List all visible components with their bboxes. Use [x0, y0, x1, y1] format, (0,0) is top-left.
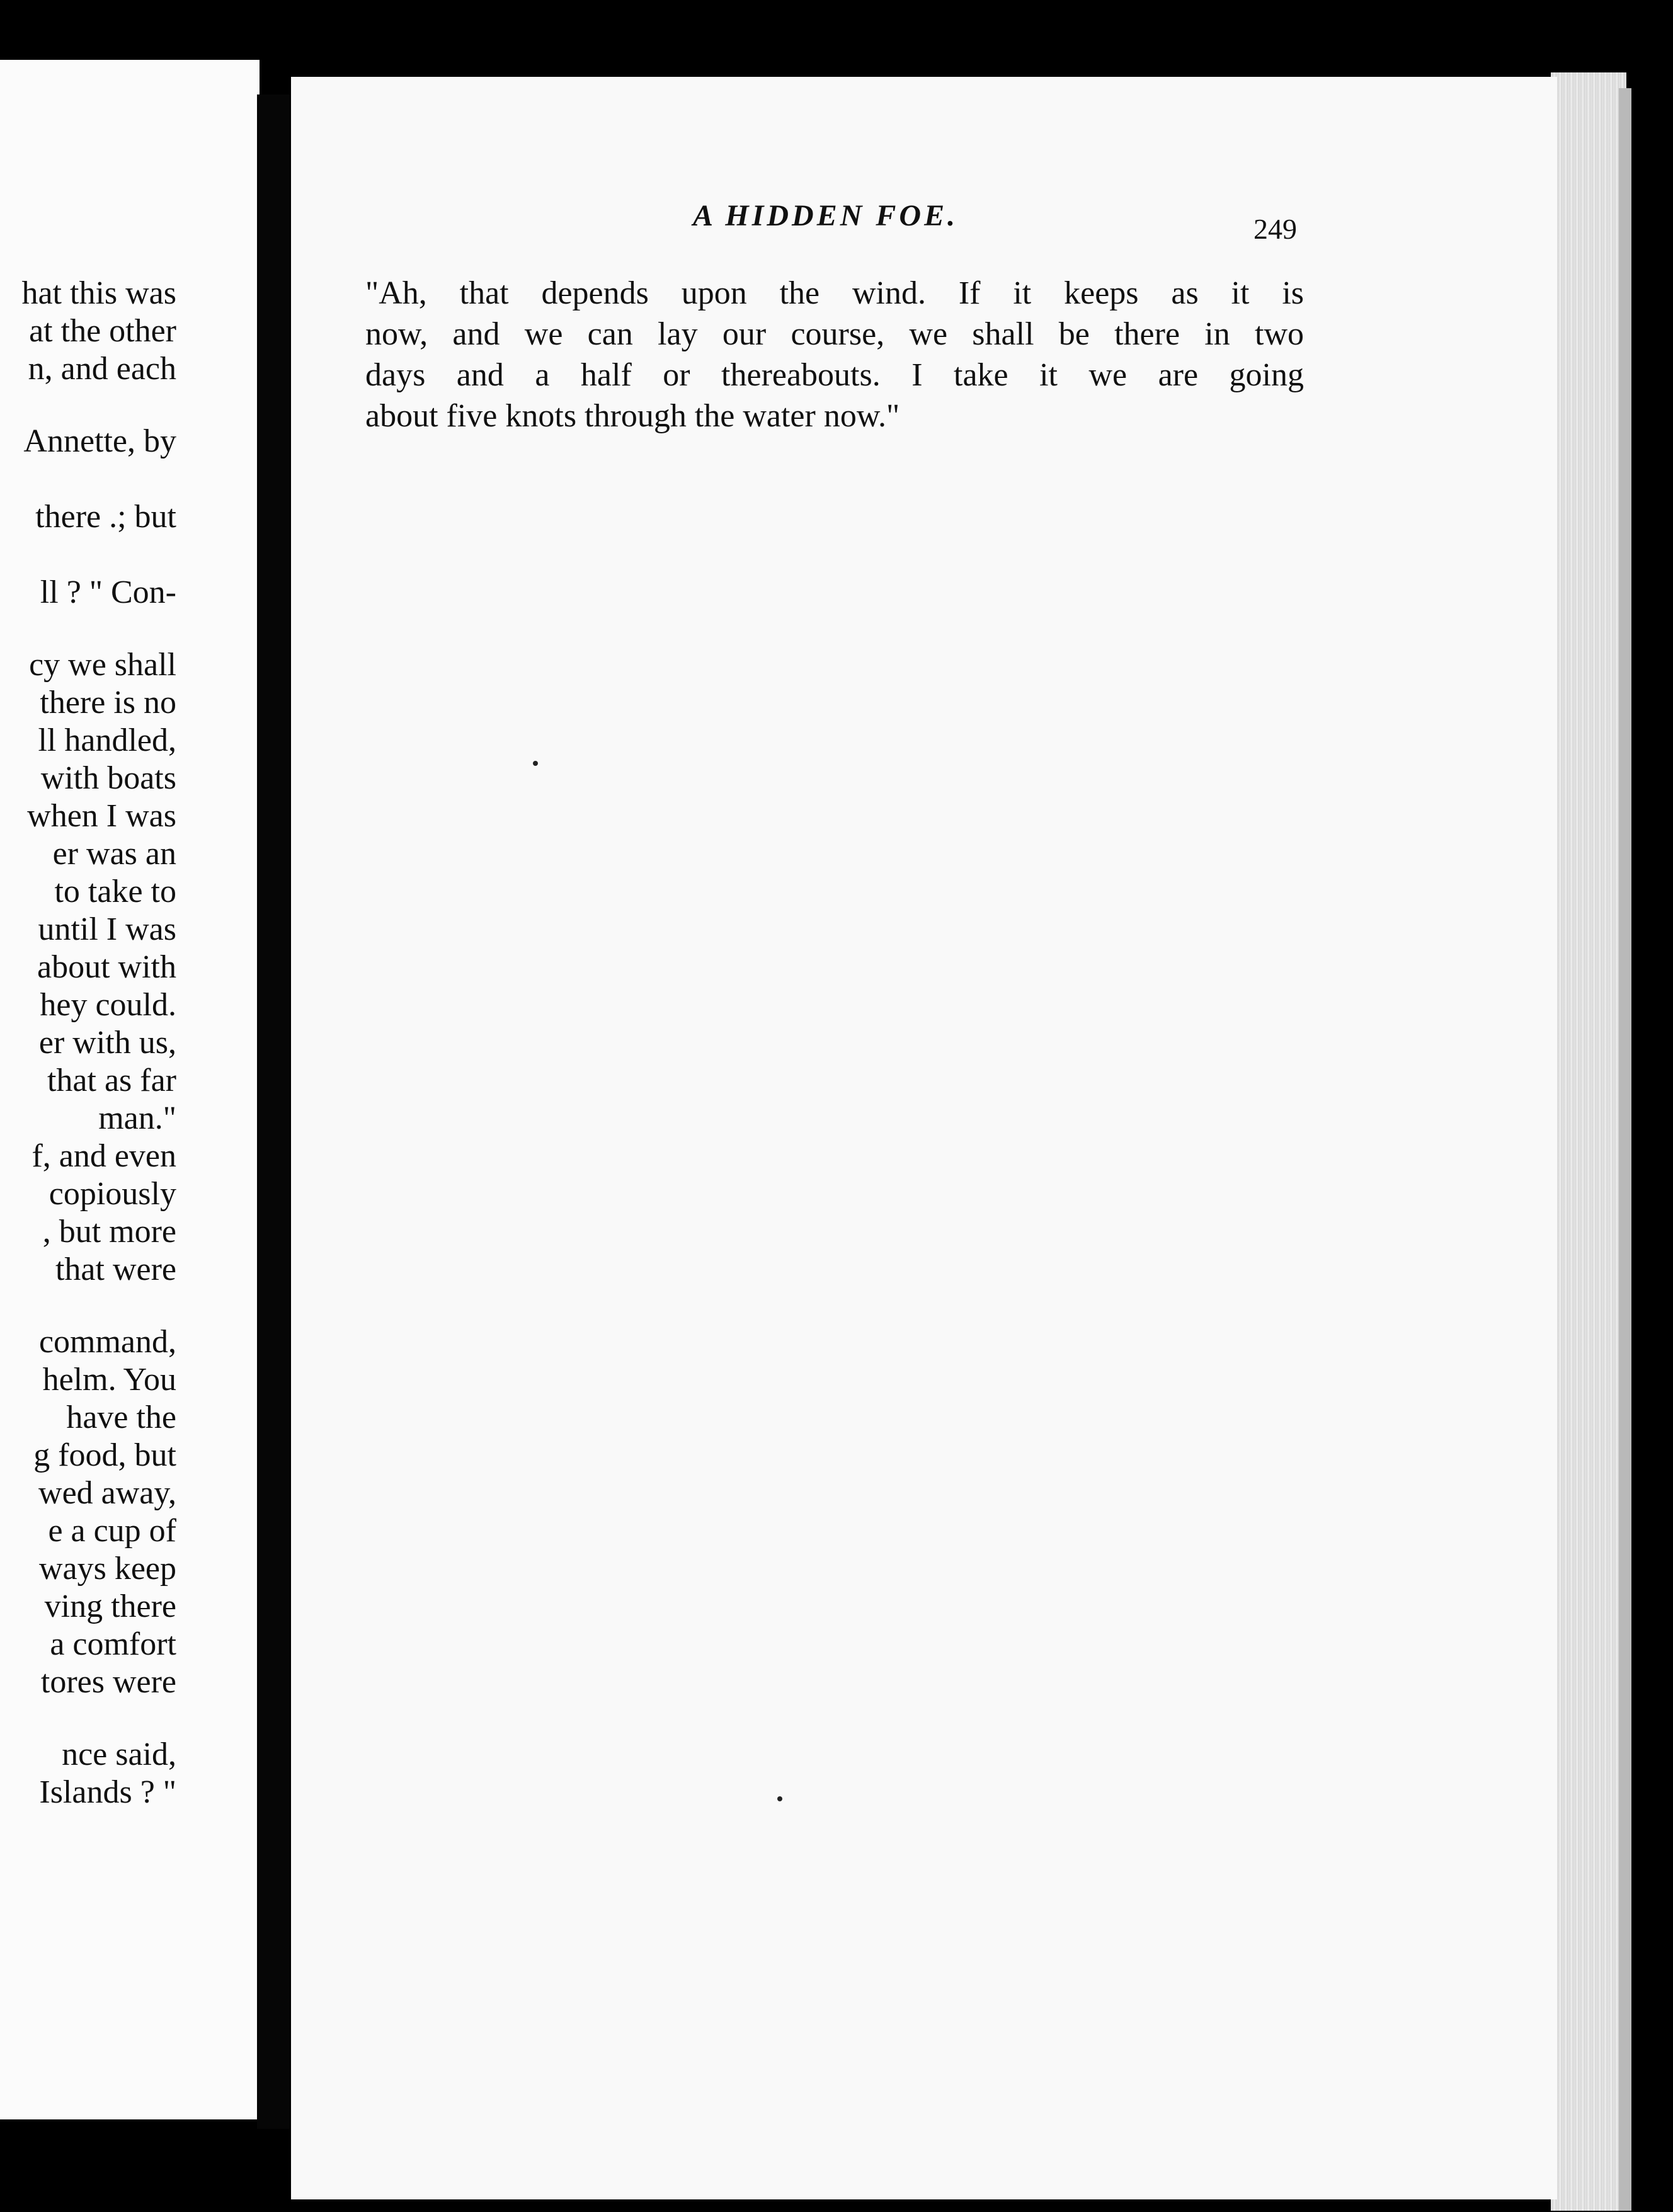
left-line: hat this was — [21, 275, 176, 311]
page-edge-shadow — [1619, 88, 1631, 2211]
left-line: that were — [55, 1251, 176, 1287]
left-line: have the — [66, 1400, 176, 1435]
left-line: ving there — [44, 1588, 176, 1624]
book-gutter — [257, 94, 290, 2129]
page-number: 249 — [1253, 213, 1297, 245]
left-line: until I was — [38, 911, 176, 947]
left-line: about with — [37, 949, 176, 985]
left-line: n, and each — [28, 351, 176, 387]
body-line: about five knots through the water now." — [365, 398, 900, 434]
left-line: wed away, — [38, 1475, 176, 1511]
left-line: that as far — [47, 1063, 176, 1098]
left-line: ways keep — [38, 1551, 176, 1587]
left-line: command, — [38, 1324, 176, 1360]
left-line: e a cup of — [48, 1513, 176, 1549]
left-line: er was an — [52, 836, 176, 872]
left-line: , but more — [42, 1214, 176, 1250]
page-edges — [1551, 72, 1626, 2211]
left-line: when I was — [27, 798, 176, 834]
left-line: man." — [98, 1100, 176, 1136]
left-line: cy we shall — [29, 647, 176, 683]
left-line: to take to — [54, 874, 176, 909]
running-head: A HIDDEN FOE. — [693, 199, 959, 232]
left-page — [0, 60, 260, 2119]
left-line: with boats — [40, 760, 176, 796]
left-page-text — [0, 60, 176, 2119]
left-line: f, and even — [31, 1138, 176, 1174]
left-line: copiously — [49, 1176, 176, 1212]
left-line: nce said, — [62, 1736, 176, 1772]
body-line: now, and we can lay our course, we shall be there in two — [365, 316, 1304, 352]
left-line: at the other — [29, 313, 176, 349]
body-line: "Ah, that depends upon the wind. If it keeps as it is — [365, 275, 1304, 311]
left-line: ll handled, — [38, 722, 176, 758]
left-line: Islands ? " — [39, 1774, 176, 1810]
right-page — [291, 77, 1557, 2199]
ink-speck — [777, 1796, 782, 1801]
left-line: there .; but — [35, 499, 176, 535]
left-line: Annette, by — [23, 423, 176, 459]
body-line: days and a half or thereabouts. I take it we are going — [365, 357, 1304, 393]
ink-speck — [533, 761, 538, 766]
left-line: g food, but — [33, 1437, 176, 1473]
left-line: hey could. — [40, 987, 176, 1023]
left-line: er with us, — [38, 1025, 176, 1061]
left-line: a comfort — [50, 1626, 176, 1662]
left-line: helm. You — [42, 1362, 176, 1398]
left-line: ll ? " Con- — [40, 574, 176, 610]
left-line: there is no — [40, 685, 176, 721]
left-line: tores were — [40, 1664, 176, 1700]
